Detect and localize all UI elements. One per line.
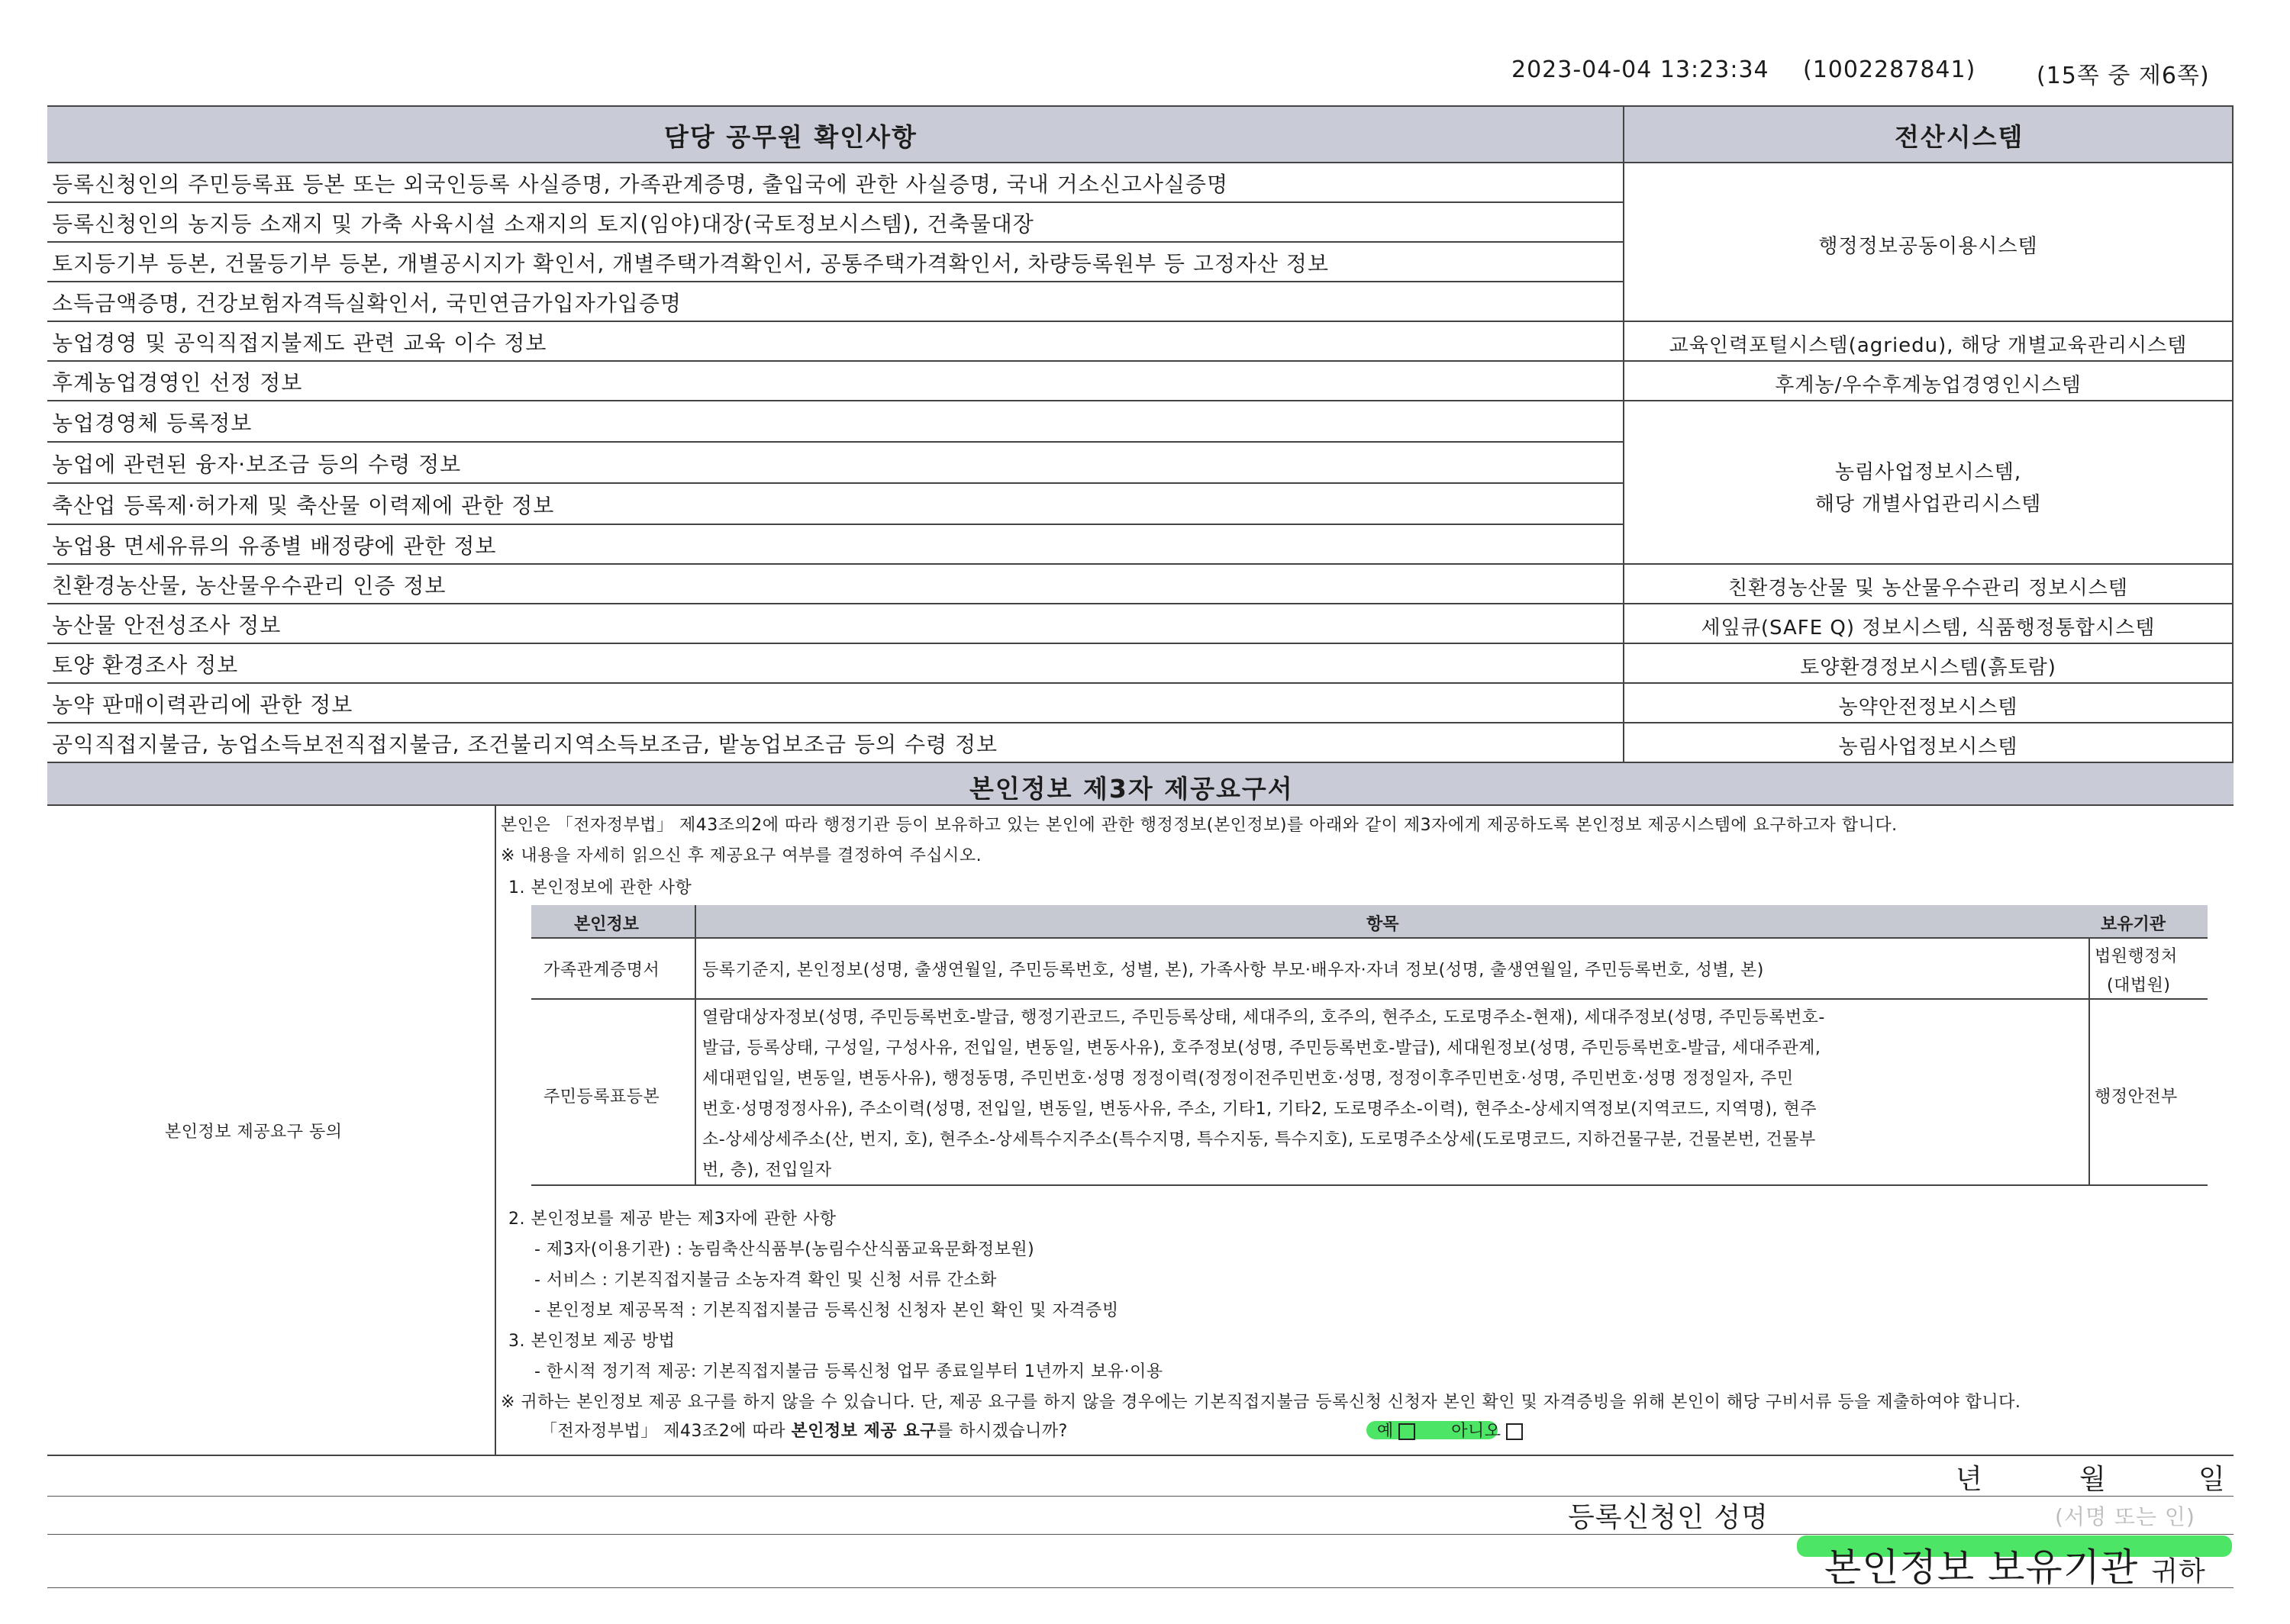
footer-divider [47, 1496, 2234, 1497]
inner-header-items: 항목 [1366, 915, 1399, 934]
verification-row: 농업경영 및 공익직접지불제도 관련 교육 이수 정보 [52, 330, 547, 356]
verification-row: 토양 환경조사 정보 [52, 652, 239, 678]
resident-cert-items-line: 발급, 등록상태, 구성일, 구성사유, 전입일, 변동일, 변동사유), 호주정보(성명, 주민등록번호-발급), 세대원정보(성명, 주민등록번호-발급, 세대주관계, [702, 1039, 1821, 1058]
inner-row-divider [531, 998, 2208, 1000]
system-cell: 농림사업정보시스템, [1834, 461, 2022, 484]
resident-cert-org: 행정안전부 [2095, 1088, 2178, 1107]
inner-header-org: 보유기관 [2101, 915, 2166, 934]
header-bottom-border [47, 162, 2234, 163]
verification-row: 후계농업경영인 선정 정보 [52, 370, 303, 395]
no-label: 아니오 [1451, 1422, 1501, 1441]
yes-checkbox[interactable] [1398, 1423, 1415, 1440]
family-cert-items: 등록기준지, 본인정보(성명, 출생연월일, 주민등록번호, 성별, 본), 가족사항 부모·배우자·자녀 정보(성명, 출생연월일, 주민등록번호, 성별, 본) [702, 961, 1764, 980]
system-cell: 해당 개별사업관리시스템 [1814, 493, 2042, 516]
consent-col-divider [495, 804, 496, 1455]
verification-row: 토지등기부 등본, 건물등기부 등본, 개별공시지가 확인서, 개별주택가격확인서, 공통주택가격확인서, 차량등록원부 등 고정자산 정보 [52, 251, 1330, 276]
row-divider [47, 241, 1623, 243]
resident-cert-items-line: 소-상세상세주소(산, 번지, 호), 현주소-상세특수지주소(특수지명, 특수지동, 특수지호), 도로명주소상세(도로명코드, 지하건물구분, 건물본번, 건물부 [702, 1130, 1816, 1149]
consent-title-bottom [47, 804, 2234, 806]
section1-title: 1. 본인정보에 관한 사항 [508, 878, 692, 897]
row-divider [47, 682, 2234, 684]
yes-label: 예 [1377, 1422, 1394, 1441]
row-divider [47, 201, 1623, 203]
verification-row: 농업경영체 등록정보 [52, 411, 253, 436]
consent-notice: ※ 내용을 자세히 읽으신 후 제공요구 여부를 결정하여 주십시오. [501, 846, 982, 865]
date-year-label: 년 [1956, 1464, 1983, 1495]
verification-row: 농업용 면세유류의 유종별 배정량에 관한 정보 [52, 533, 497, 559]
consent-intro: 본인은 「전자정부법」 제43조의2에 따라 행정기관 등이 보유하고 있는 본인에 관한 행정정보(본인정보)를 아래와 같이 제3자에게 제공하도록 본인정보 제공시스템에 요구하고자 합니다. [501, 816, 1898, 835]
verification-row: 농산물 안전성조사 정보 [52, 613, 282, 638]
family-cert-org: 법원행정처 [2095, 947, 2178, 966]
right-border [2232, 105, 2234, 763]
document-number: (1002287841) [1803, 56, 1976, 83]
family-cert-name: 가족관계증명서 [543, 961, 660, 980]
verification-col-header: 담당 공무원 확인사항 [664, 122, 918, 152]
resident-cert-items-line: 번, 층), 전입일자 [702, 1161, 832, 1180]
consent-question [540, 1418, 1068, 1442]
service-line: - 서비스 : 기본직접지불금 소농자격 확인 및 신청 서류 간소화 [534, 1271, 997, 1290]
no-checkbox[interactable] [1506, 1423, 1523, 1440]
date-month-label: 월 [2079, 1464, 2107, 1495]
resident-cert-name: 주민등록표등본 [543, 1088, 660, 1107]
inner-col-divider [695, 905, 696, 1184]
system-col-header: 전산시스템 [1895, 122, 2024, 152]
consent-left-label: 본인정보 제공요구 동의 [165, 1123, 343, 1142]
verification-row: 등록신청인의 주민등록표 등본 또는 외국인등록 사실증명, 가족관계증명, 출입국에 관한 사실증명, 국내 거소신고사실증명 [52, 172, 1229, 197]
system-cell: 친환경농산물 및 농산물우수관리 정보시스템 [1728, 577, 2128, 600]
inner-header-info: 본인정보 [574, 915, 640, 934]
system-cell: 후계농/우수후계농업경영인시스템 [1775, 374, 2082, 397]
section3-title: 3. 본인정보 제공 방법 [508, 1332, 676, 1351]
footer-divider [47, 1534, 2234, 1535]
question-text-end: 를 하시겠습니까? [936, 1422, 1068, 1441]
recipient-suffix: 귀하 [2151, 1556, 2206, 1587]
system-cell: 행정정보공동이용시스템 [1818, 235, 2038, 258]
resident-cert-items-line: 열람대상자정보(성명, 주민등록번호-발급, 행정기관코드, 주민등록상태, 세대주의, 호주의, 현주소, 도로명주소-현재), 세대주정보(성명, 주민등록번호- [702, 1008, 1825, 1027]
section2-title: 2. 본인정보를 제공 받는 제3자에 관한 사항 [508, 1210, 837, 1229]
table-top-border [47, 105, 2234, 107]
verification-row: 소득금액증명, 건강보험자격득실확인서, 국민연금가입자가입증명 [52, 291, 682, 316]
row-divider [47, 321, 2234, 322]
inner-row-divider [531, 937, 2208, 939]
row-divider [47, 281, 1623, 282]
method-line: - 한시적 정기적 제공: 기본직접지불금 등록신청 업무 종료일부터 1년까지 보유·이용 [534, 1362, 1163, 1381]
signature-hint: (서명 또는 인) [2055, 1504, 2195, 1529]
row-divider [47, 524, 1623, 525]
system-cell: 농약안전정보시스템 [1838, 696, 2018, 719]
row-divider [47, 441, 1623, 443]
system-cell: 교육인력포털시스템(agriedu), 해당 개별교육관리시스템 [1669, 334, 2188, 357]
verification-row: 친환경농산물, 농산물우수관리 인증 정보 [52, 573, 447, 598]
system-cell: 토양환경정보시스템(흙토람) [1800, 656, 2056, 679]
inner-col-divider [2088, 937, 2090, 1184]
verification-row: 등록신청인의 농지등 소재지 및 가축 사육시설 소재지의 토지(임야)대장(국토정보시스템), 건축물대장 [52, 211, 1034, 237]
footer-divider [47, 1587, 2234, 1588]
third-party-line: - 제3자(이용기관) : 농림축산식품부(농림수산식품교육문화정보원) [534, 1240, 1035, 1259]
row-divider [47, 360, 2234, 362]
row-divider [47, 482, 1623, 484]
page-info: (15쪽 중 제6쪽) [2037, 63, 2210, 89]
question-text: 「전자정부법」 제43조2에 따라 [540, 1422, 792, 1441]
applicant-name-label: 등록신청인 성명 [1568, 1502, 1769, 1533]
date-day-label: 일 [2198, 1464, 2226, 1495]
system-cell: 세잎큐(SAFE Q) 정보시스템, 식품행정통합시스템 [1701, 617, 2156, 640]
verification-row: 공익직접지불금, 농업소득보전직접지불금, 조건불리지역소득보조금, 밭농업보조금 등의 수령 정보 [52, 732, 998, 757]
recipient-text: 본인정보 보유기관 [1824, 1545, 2139, 1590]
question-bold: 본인정보 제공 요구 [791, 1422, 937, 1441]
row-divider [47, 400, 2234, 401]
verification-row: 축산업 등록제·허가제 및 축산물 이력제에 관한 정보 [52, 493, 555, 518]
resident-cert-items-line: 번호·성명정정사유), 주소이력(성명, 전입일, 변동일, 변동사유, 주소, 기타1, 기타2, 도로명주소-이력), 현주소-상세지역정보(지역코드, 지역명), 현주 [702, 1100, 1817, 1119]
row-divider [47, 722, 2234, 723]
col-divider [1623, 105, 1624, 763]
inner-row-divider [531, 1184, 2208, 1186]
warning-line: ※ 귀하는 본인정보 제공 요구를 하지 않을 수 있습니다. 단, 제공 요구를 하지 않을 경우에는 기본직접지불금 등록신청 신청자 본인 확인 및 자격증빙을 위해 본인이 해당 구비서류 등을 제출하여야 합니다. [501, 1393, 2021, 1412]
row-divider [47, 643, 2234, 644]
family-cert-org-sub: (대법원) [2107, 976, 2171, 995]
consent-options [1377, 1418, 1523, 1442]
verification-row: 농업에 관련된 융자·보조금 등의 수령 정보 [52, 452, 462, 477]
system-cell: 농림사업정보시스템 [1838, 736, 2018, 759]
row-divider [47, 563, 2234, 565]
verification-row: 농약 판매이력관리에 관한 정보 [52, 692, 353, 717]
print-datetime: 2023-04-04 13:23:34 [1511, 56, 1769, 83]
consent-bottom-border [47, 1455, 2234, 1456]
recipient-label [1824, 1537, 2206, 1592]
consent-title: 본인정보 제3자 제공요구서 [969, 774, 1294, 804]
row-divider [47, 603, 2234, 604]
purpose-line: - 본인정보 제공목적 : 기본직접지불금 등록신청 신청자 본인 확인 및 자격증빙 [534, 1301, 1119, 1320]
resident-cert-items-line: 세대편입일, 변동일, 변동사유), 행정동명, 주민번호·성명 정정이력(정정이전주민번호·성명, 정정이후주민번호·성명, 주민번호·성명 정정일자, 주민 [702, 1069, 1794, 1088]
